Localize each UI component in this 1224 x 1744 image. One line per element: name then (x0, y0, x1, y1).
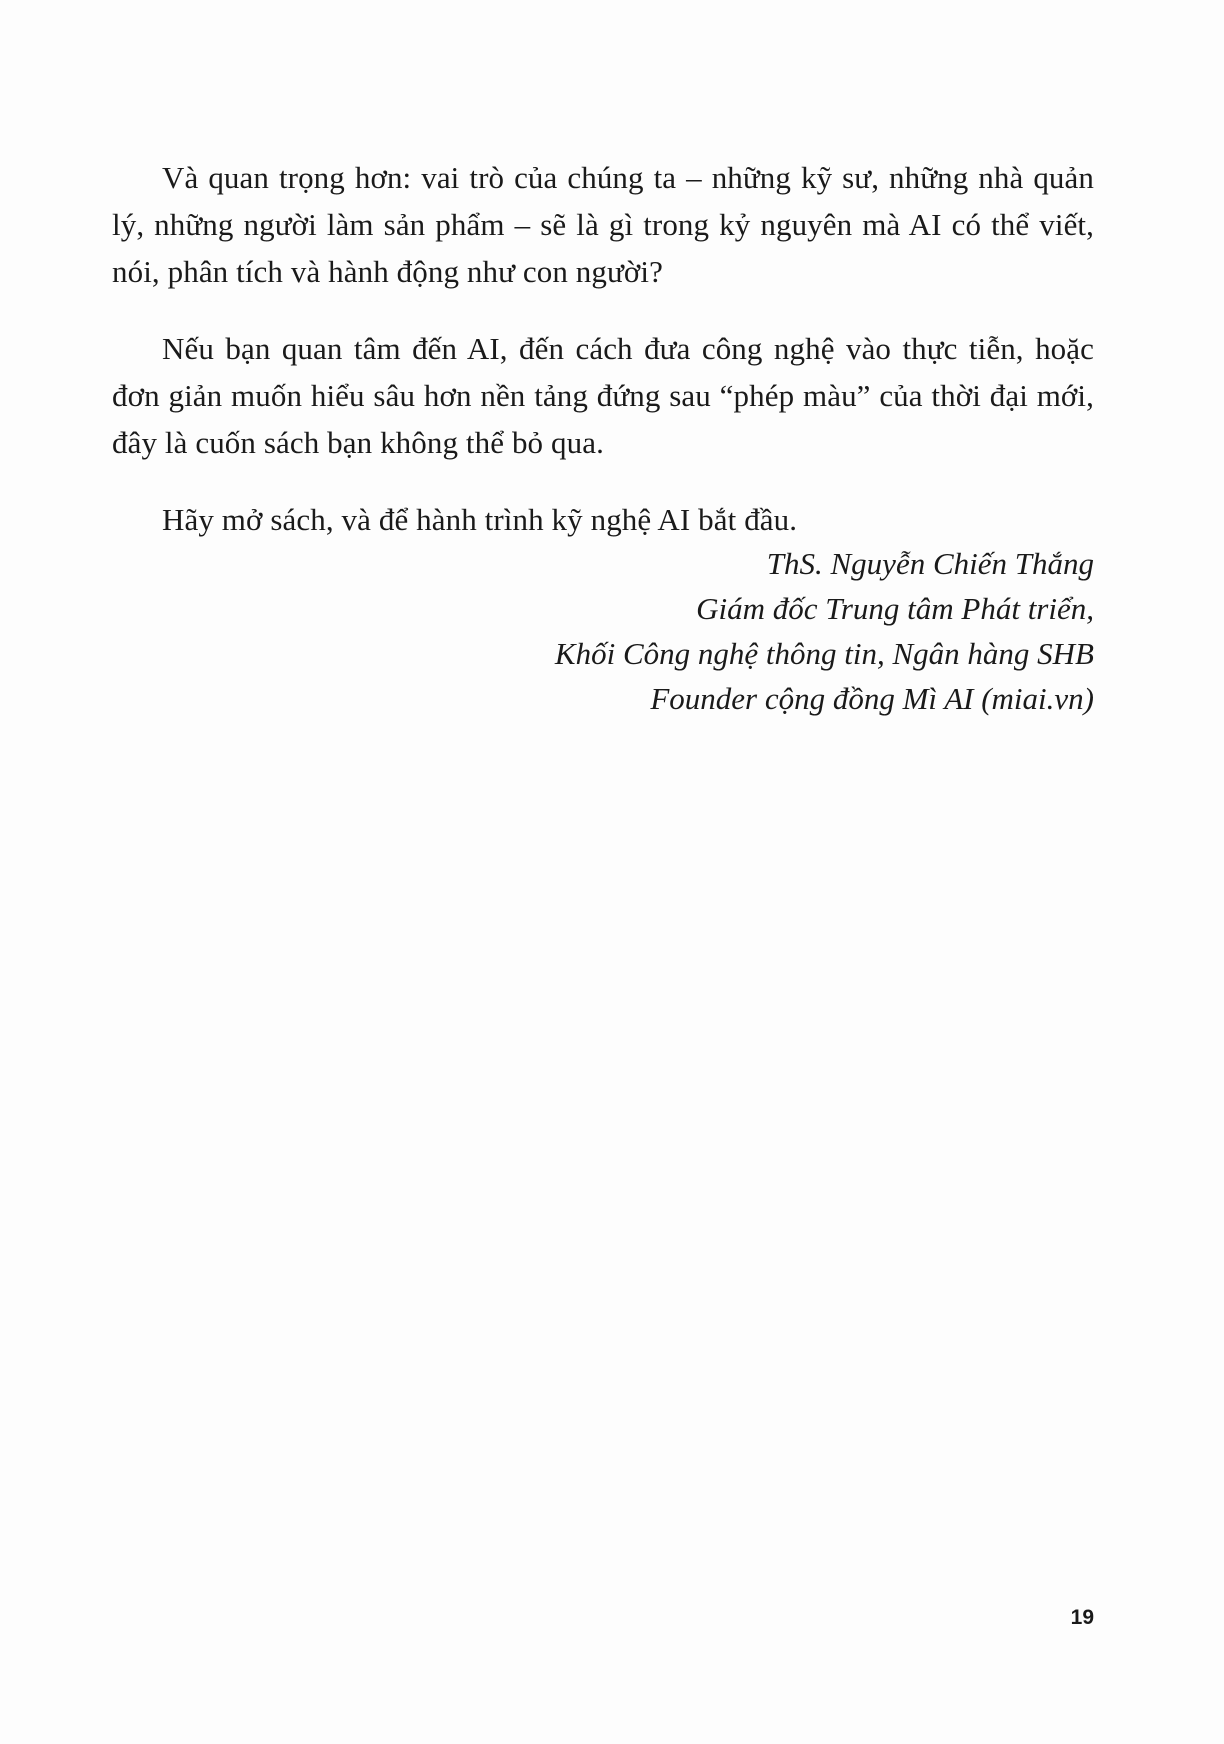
author-title-line-1: Giám đốc Trung tâm Phát triển, (696, 591, 1094, 626)
page-number: 19 (1070, 1606, 1094, 1629)
author-name: ThS. Nguyễn Chiến Thắng (766, 546, 1094, 581)
paragraph-role-question: Và quan trọng hơn: vai trò của chúng ta – những kỹ sư, những nhà quản lý, những người làm sản phẩm – sẽ là gì trong kỷ nguyên mà AI có thể viết, nói, phân tích và hành động như con người? (112, 160, 1094, 289)
author-title-line-3: Founder cộng đồng Mì AI (miai.vn) (650, 681, 1094, 716)
signature-block (555, 541, 1094, 721)
paragraph-invitation: Hãy mở sách, và để hành trình kỹ nghệ AI bắt đầu. (162, 502, 798, 537)
author-title-line-2: Khối Công nghệ thông tin, Ngân hàng SHB (554, 636, 1094, 671)
paragraph-recommendation: Nếu bạn quan tâm đến AI, đến cách đưa công nghệ vào thực tiễn, hoặc đơn giản muốn hiểu sâu hơn nền tảng đứng sau “phép màu” của thời đại mới, đây là cuốn sách bạn không thể bỏ qua. (112, 331, 1094, 460)
body-text (112, 154, 1094, 543)
